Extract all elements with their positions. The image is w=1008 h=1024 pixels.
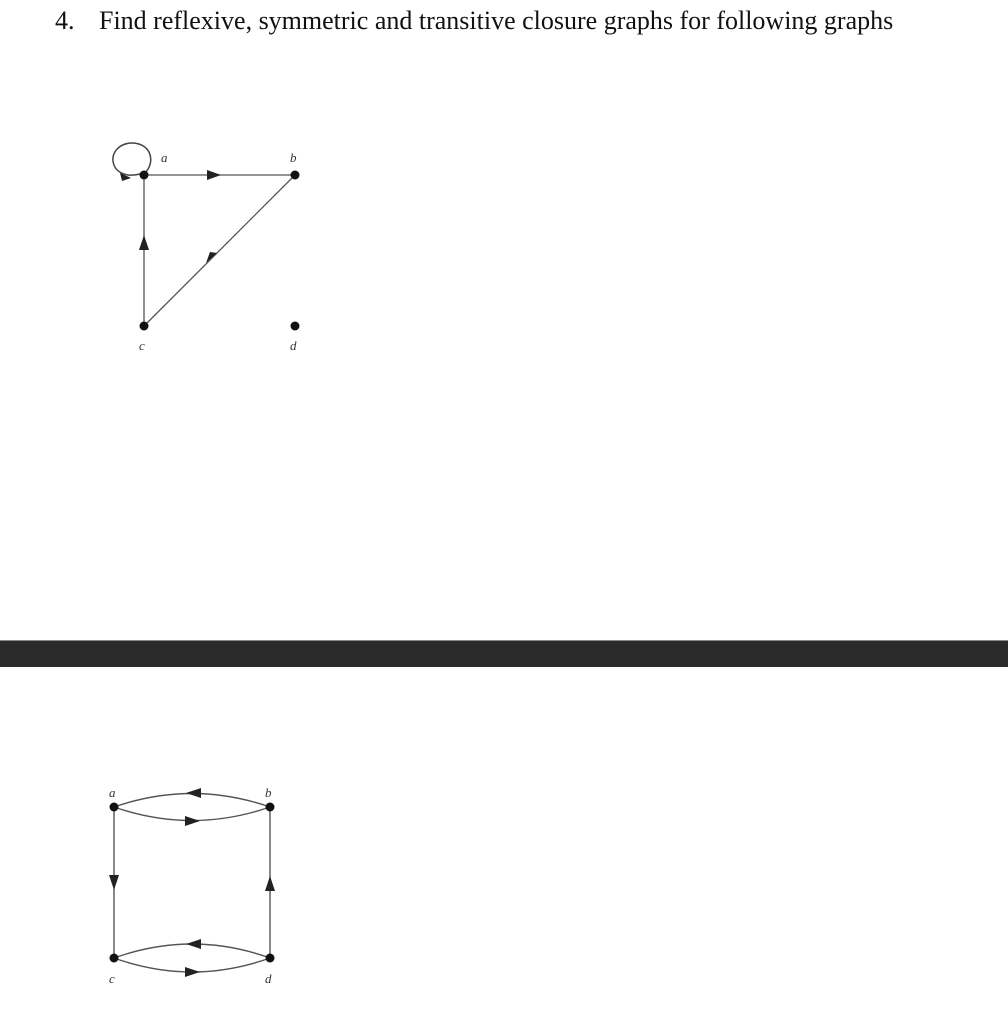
edge-d-c-arrowhead (186, 939, 201, 949)
edge-b-c-arrowhead (206, 252, 217, 263)
vertex-c-label: c (109, 971, 115, 986)
edge-a-c-arrowhead (109, 875, 119, 890)
vertex-b-label: b (265, 785, 272, 800)
edge-b-a-arrowhead (186, 788, 201, 798)
edge-a-b-lower-arrowhead (185, 816, 200, 826)
edge-b-c (144, 175, 295, 326)
edge-d-b-arrowhead (265, 876, 275, 891)
vertex-b (291, 171, 300, 180)
vertex-a (110, 803, 119, 812)
edge-c-a-arrowhead (139, 235, 149, 250)
vertex-b-label: b (290, 150, 297, 165)
graph-2-diagram (0, 690, 1008, 1020)
vertex-a-label: a (109, 785, 116, 800)
edge-d-c (114, 944, 270, 958)
page-separator-bar (0, 640, 1008, 667)
vertex-b (266, 803, 275, 812)
question-number: 4. (55, 6, 75, 35)
edge-a-a-loop (113, 143, 151, 175)
vertex-d (266, 954, 275, 963)
vertex-a (140, 171, 149, 180)
edge-b-a (114, 794, 270, 808)
edge-a-b-arrowhead (207, 170, 221, 180)
question-text: Find reflexive, symmetric and transitive closure graphs for following graphs (99, 6, 894, 35)
vertex-a-label: a (161, 150, 168, 165)
vertex-c (110, 954, 119, 963)
vertex-d-label: d (265, 971, 272, 986)
edge-c-d-arrowhead (185, 967, 200, 977)
vertex-c-label: c (139, 338, 145, 353)
vertex-c (140, 322, 149, 331)
graph-1-diagram (0, 0, 1008, 400)
vertex-d (291, 322, 300, 331)
vertex-d-label: d (290, 338, 297, 353)
